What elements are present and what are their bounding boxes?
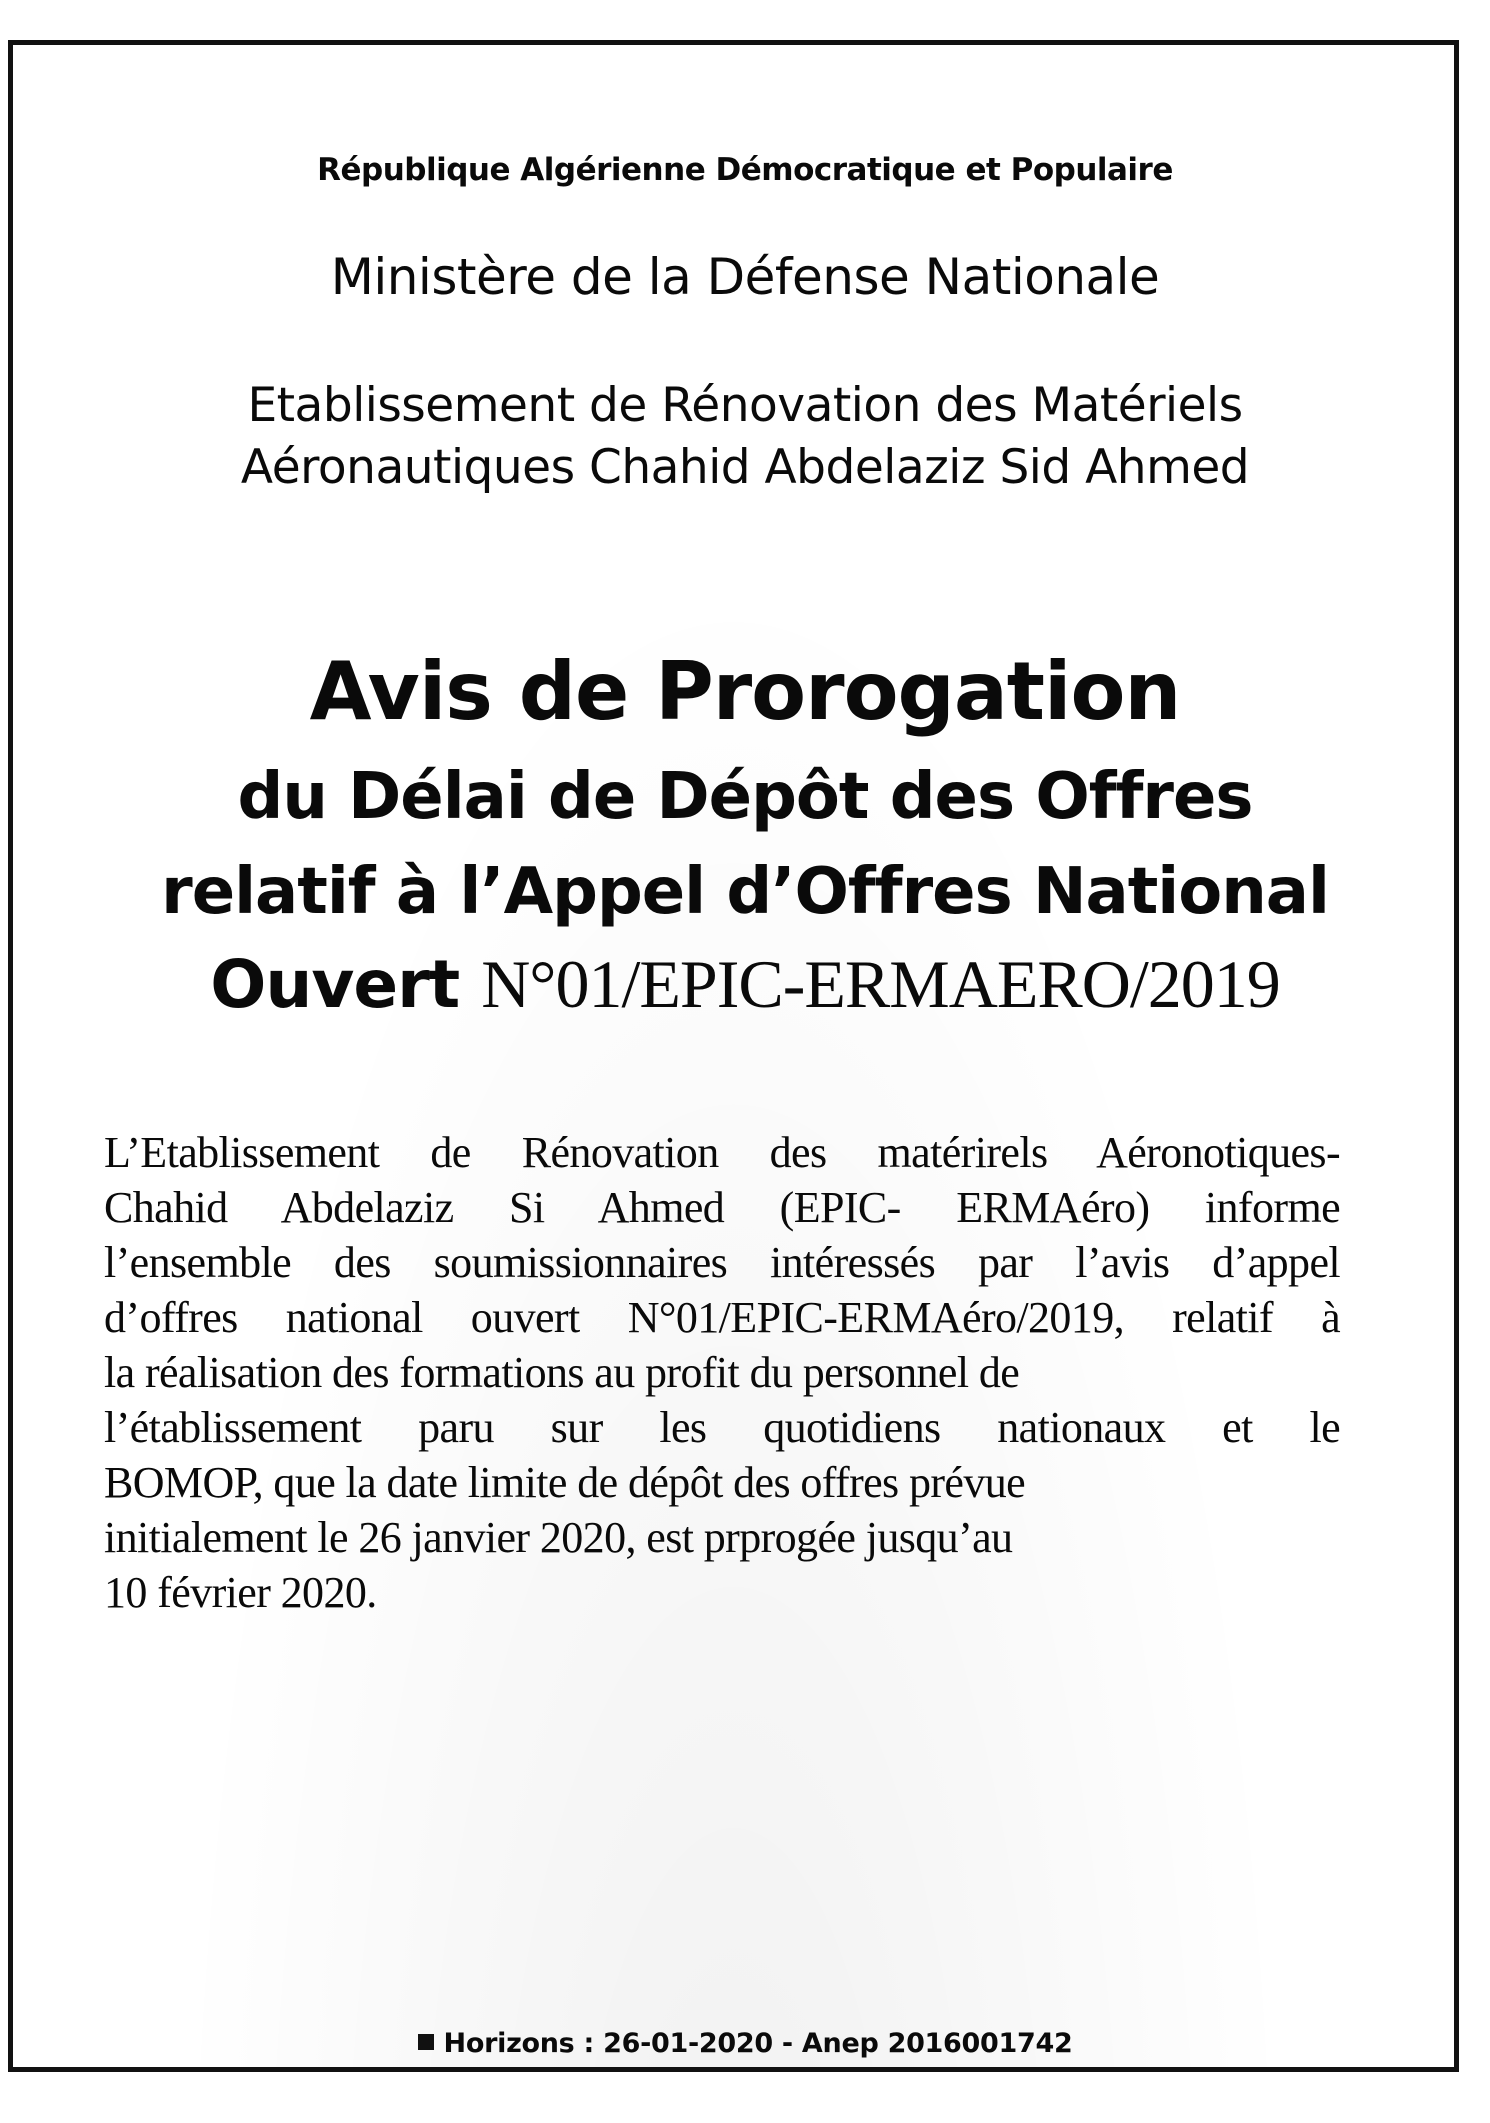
title-line-4-prefix: Ouvert — [210, 946, 482, 1023]
body-line: Chahid Abdelaziz Si Ahmed (EPIC- ERMAéro) informe — [104, 1183, 1340, 1232]
body-line: BOMOP, que la date limite de dépôt des offres prévue — [104, 1458, 1026, 1507]
ministry-heading: Ministère de la Défense Nationale — [330, 248, 1160, 306]
publication-footer — [0, 2028, 1490, 2059]
body-line: initialement le 26 janvier 2020, est prprogée jusqu’au — [104, 1513, 1013, 1562]
title-line-4 — [0, 945, 1490, 1024]
establishment-line-2: Aéronautiques Chahid Abdelaziz Sid Ahmed — [240, 440, 1250, 495]
establishment-line-1: Etablissement de Rénovation des Matériels — [247, 378, 1243, 433]
body-line: d’offres national ouvert N°01/EPIC-ERMAéro/2019, relatif à — [104, 1293, 1340, 1342]
square-bullet-icon — [418, 2034, 434, 2050]
tender-number: N°01/EPIC-ERMAERO/2019 — [481, 946, 1280, 1022]
body-line: la réalisation des formations au profit du personnel de — [104, 1348, 1020, 1397]
body-line: L’Etablissement de Rénovation des matérirels Aéronotiques- — [104, 1128, 1340, 1177]
title-line-1: Avis de Prorogation — [309, 645, 1181, 738]
notice-frame — [8, 40, 1459, 2072]
republic-heading: République Algérienne Démocratique et Populaire — [317, 152, 1173, 188]
footer-text: Horizons : 26-01-2020 - Anep 2016001742 — [443, 2028, 1073, 2059]
body-line: l’établissement paru sur les quotidiens nationaux et le — [104, 1403, 1340, 1452]
title-line-2: du Délai de Dépôt des Offres — [237, 760, 1253, 834]
notice-body — [104, 1125, 1340, 1620]
body-line: l’ensemble des soumissionnaires intéressés par l’avis d’appel — [104, 1238, 1340, 1287]
body-line: 10 février 2020. — [104, 1568, 377, 1617]
title-line-3: relatif à l’Appel d’Offres National — [161, 855, 1329, 929]
